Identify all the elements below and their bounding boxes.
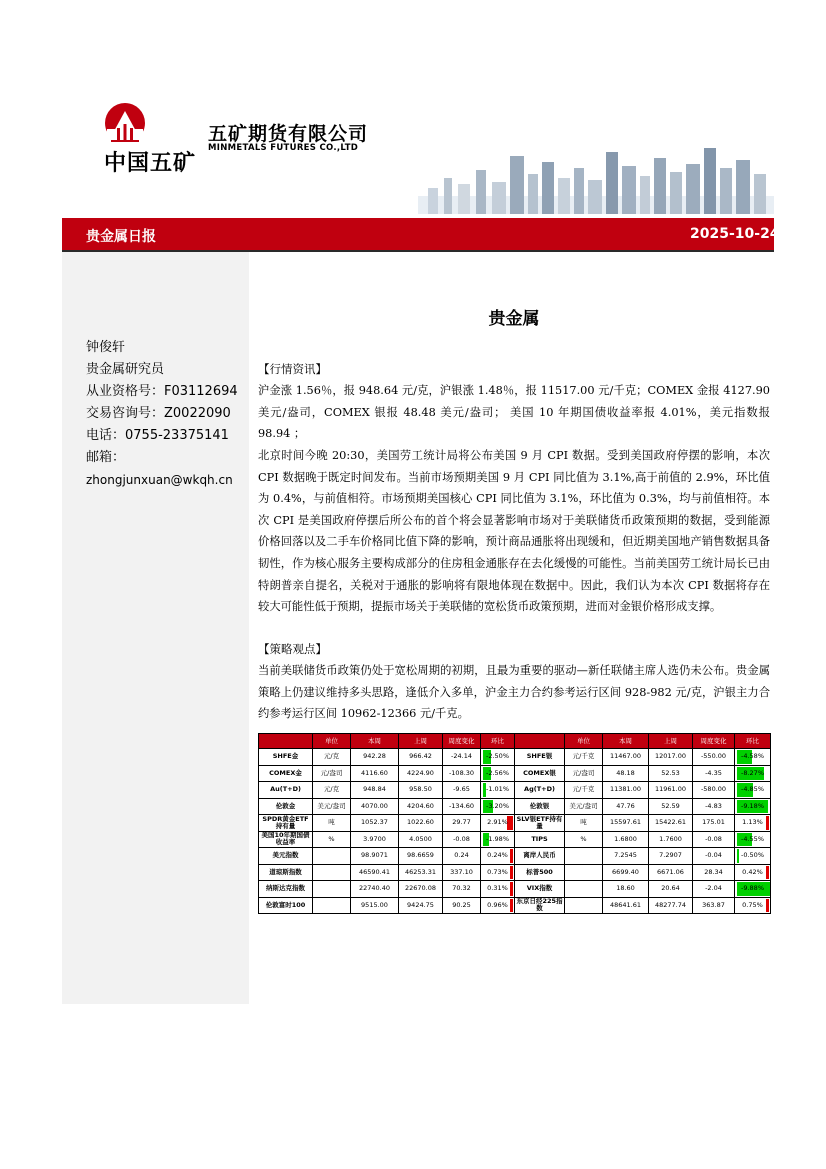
table-row	[259, 848, 771, 865]
positive-change-bar	[507, 816, 513, 830]
last-week-cell: 6671.06	[649, 864, 693, 881]
header-band	[62, 218, 774, 250]
positive-change-bar	[766, 899, 769, 913]
instrument-name-cell: COMEX金	[259, 765, 313, 782]
this-week-cell: 1052.37	[351, 815, 399, 832]
instrument-name-cell: TIPS	[515, 831, 565, 848]
instrument-name-cell: Au(T+D)	[259, 782, 313, 799]
this-week-cell: 11381.00	[603, 782, 649, 799]
change-pct-cell	[735, 848, 771, 865]
instrument-name-cell: 美元指数	[259, 848, 313, 865]
change-pct-cell	[481, 897, 515, 914]
this-week-cell: 6699.40	[603, 864, 649, 881]
analyst-consult-no: 交易咨询号：Z0022090	[86, 406, 231, 421]
instrument-name-cell: SPDR黄金ETF持有量	[259, 815, 313, 832]
table-header-cell: 上周	[399, 734, 443, 749]
instrument-name-cell: 纳斯达克指数	[259, 881, 313, 898]
change-pct-cell	[481, 749, 515, 766]
change-pct-cell	[735, 864, 771, 881]
this-week-cell: 948.84	[351, 782, 399, 799]
last-week-cell: 22670.08	[399, 881, 443, 898]
weekly-change-cell: -108.30	[443, 765, 481, 782]
this-week-cell: 9515.00	[351, 897, 399, 914]
paragraph-cpi-analysis: 北京时间今晚 20:30，美国劳工统计局将公布美国 9 月 CPI 数据。受到美国政府停摆的影响，本次 CPI 数据晚于既定时间发布。当前市场预期美国 9 月 CPI 同比值为 3.1%,高于前值的 2.9%，环比值为 0.4%，与前值相符。市场预期美国核心 CPI 同比值为 3.1%，环比值为 0.3%，均与前值相符。本次 CPI 是美国政府停摆后所公布的首个将会显著影响市场对于美联储货币政策预期的数据，受到能源价格回落以及二手车价格同比值下降的影响，预计商品通胀将出现缓和，但近期美国地产销售数据具备韧性，作为核心服务主要构成部分的住房租金通胀存在去化缓慢的可能性。当前美国劳工统计局长已由特朗普亲自提名，关税对于通胀的影响将有限地体现在数据中。因此，我们认为本次 CPI 数据将存在较大可能性低于预期，提振市场关于美联储的宽松货币政策预期，进而对金银价格形成支撑。	[258, 449, 770, 614]
this-week-cell: 15597.61	[603, 815, 649, 832]
table-row	[259, 815, 771, 832]
instrument-name-cell: SHFE银	[515, 749, 565, 766]
this-week-cell: 22740.40	[351, 881, 399, 898]
weekly-change-cell: 29.77	[443, 815, 481, 832]
table-header-cell	[515, 734, 565, 749]
logo-text: 中国五矿	[104, 151, 197, 176]
company-emblem	[102, 102, 148, 148]
weekly-change-cell: 70.32	[443, 881, 481, 898]
table-row	[259, 897, 771, 914]
this-week-cell: 7.2545	[603, 848, 649, 865]
this-week-cell: 47.76	[603, 798, 649, 815]
report-date: 2025-10-24	[690, 226, 780, 242]
change-pct-cell	[481, 831, 515, 848]
this-week-cell: 4116.60	[351, 765, 399, 782]
paragraph-strategy: 当前美联储货币政策仍处于宽松周期的初期，且最为重要的驱动—新任联储主席人选仍未公布。贵金属策略上仍建议维持多头思路，逢低介入多单，沪金主力合约参考运行区间 928-982 元/克，沪银主力合约参考运行区间 10962-12366 元/千克。	[258, 664, 770, 721]
report-type: 贵金属日报	[86, 229, 156, 245]
this-week-cell: 46590.41	[351, 864, 399, 881]
instrument-name-cell: 伦敦金	[259, 798, 313, 815]
change-pct-cell	[735, 765, 771, 782]
table-header-cell: 单位	[313, 734, 351, 749]
analyst-phone: 电话：0755-23375141	[86, 428, 229, 443]
last-week-cell: 48277.74	[649, 897, 693, 914]
last-week-cell: 11961.00	[649, 782, 693, 799]
change-pct-cell	[481, 848, 515, 865]
instrument-name-cell: SLV银ETF持有量	[515, 815, 565, 832]
change-pct-value: -4.58%	[741, 752, 764, 761]
weekly-change-cell: -0.08	[443, 831, 481, 848]
analyst-qualification: 从业资格号：F03112694	[86, 384, 238, 399]
last-week-cell: 4224.90	[399, 765, 443, 782]
weekly-change-cell: 28.34	[693, 864, 735, 881]
this-week-cell: 3.9700	[351, 831, 399, 848]
section-title-market: 【行情资讯】	[258, 362, 327, 376]
analyst-name: 钟俊轩	[86, 340, 126, 355]
change-pct-value: -3.20%	[486, 801, 509, 810]
table-header-cell: 周度变化	[443, 734, 481, 749]
table-row	[259, 881, 771, 898]
company-name-cn: 五矿期货有限公司	[208, 123, 369, 145]
section-title-strategy: 【策略观点】	[258, 642, 327, 656]
change-pct-value: -9.88%	[741, 884, 764, 893]
unit-cell	[565, 897, 603, 914]
last-week-cell: 52.53	[649, 765, 693, 782]
instrument-name-cell: 伦敦银	[515, 798, 565, 815]
table-row	[259, 782, 771, 799]
unit-cell	[313, 897, 351, 914]
weekly-change-cell: 0.24	[443, 848, 481, 865]
positive-change-bar	[510, 882, 513, 896]
instrument-name-cell: 美国10年期国债收益率	[259, 831, 313, 848]
last-week-cell: 4.0500	[399, 831, 443, 848]
weekly-change-cell: 363.87	[693, 897, 735, 914]
instrument-name-cell: Ag(T+D)	[515, 782, 565, 799]
last-week-cell: 958.50	[399, 782, 443, 799]
change-pct-cell	[481, 864, 515, 881]
city-skyline-banner	[418, 148, 774, 214]
company-name-en: MINMETALS FUTURES CO.,LTD	[208, 143, 359, 153]
instrument-name-cell: 离岸人民币	[515, 848, 565, 865]
last-week-cell: 9424.75	[399, 897, 443, 914]
weekly-change-cell: -4.83	[693, 798, 735, 815]
weekly-change-cell: 90.25	[443, 897, 481, 914]
analyst-email-label: 邮箱：	[86, 450, 126, 465]
change-pct-value: -8.27%	[741, 768, 764, 777]
weekly-change-cell: -0.04	[693, 848, 735, 865]
weekly-change-cell: -4.35	[693, 765, 735, 782]
change-pct-value: 0.42%	[742, 867, 763, 876]
change-pct-value: 1.13%	[742, 818, 763, 827]
change-pct-value: 0.31%	[487, 884, 508, 893]
unit-cell	[565, 881, 603, 898]
unit-cell	[313, 864, 351, 881]
table-header-cell: 环比	[481, 734, 515, 749]
change-pct-value: 0.96%	[487, 900, 508, 909]
this-week-cell: 11467.00	[603, 749, 649, 766]
change-pct-value: 2.91%	[487, 818, 508, 827]
last-week-cell: 12017.00	[649, 749, 693, 766]
weekly-change-cell: -24.14	[443, 749, 481, 766]
unit-cell: %	[313, 831, 351, 848]
change-pct-cell	[481, 881, 515, 898]
change-pct-cell	[735, 881, 771, 898]
last-week-cell: 4204.60	[399, 798, 443, 815]
analyst-email[interactable]: zhongjunxuan@wkqh.cn	[86, 473, 233, 487]
last-week-cell: 98.6659	[399, 848, 443, 865]
this-week-cell: 98.9071	[351, 848, 399, 865]
instrument-name-cell: 东京日经225指数	[516, 897, 563, 913]
last-week-cell: 966.42	[399, 749, 443, 766]
unit-cell: 美元/盎司	[565, 798, 603, 815]
unit-cell	[565, 864, 603, 881]
weekly-change-cell: -134.60	[443, 798, 481, 815]
market-data-table	[258, 733, 771, 914]
change-pct-value: -2.50%	[486, 752, 509, 761]
table-row	[259, 765, 771, 782]
instrument-name-cell: SHFE金	[259, 749, 313, 766]
unit-cell: 元/克	[313, 749, 351, 766]
table-header-cell: 周度变化	[693, 734, 735, 749]
change-pct-cell	[481, 815, 515, 832]
last-week-cell: 52.59	[649, 798, 693, 815]
table-header-cell: 环比	[735, 734, 771, 749]
change-pct-value: 0.75%	[742, 900, 763, 909]
change-pct-cell	[735, 749, 771, 766]
unit-cell: 吨	[565, 815, 603, 832]
last-week-cell: 20.64	[649, 881, 693, 898]
this-week-cell: 48.18	[603, 765, 649, 782]
negative-change-bar	[737, 849, 739, 863]
weekly-change-cell: 337.10	[443, 864, 481, 881]
unit-cell	[313, 848, 351, 865]
change-pct-value: 0.24%	[487, 851, 508, 860]
last-week-cell: 46253.31	[399, 864, 443, 881]
positive-change-bar	[510, 899, 513, 913]
unit-cell	[313, 881, 351, 898]
change-pct-value: -4.55%	[741, 834, 764, 843]
instrument-name-cell: 道琼斯指数	[259, 864, 313, 881]
this-week-cell: 942.28	[351, 749, 399, 766]
this-week-cell: 18.60	[603, 881, 649, 898]
last-week-cell: 15422.61	[649, 815, 693, 832]
this-week-cell: 1.6800	[603, 831, 649, 848]
positive-change-bar	[510, 849, 513, 863]
weekly-change-cell: -580.00	[693, 782, 735, 799]
instrument-name-cell: COMEX银	[515, 765, 565, 782]
change-pct-cell	[481, 798, 515, 815]
instrument-name-cell: 标普500	[515, 864, 565, 881]
weekly-change-cell: -0.08	[693, 831, 735, 848]
table-header-cell: 本周	[351, 734, 399, 749]
last-week-cell: 1.7600	[649, 831, 693, 848]
weekly-change-cell: -2.04	[693, 881, 735, 898]
unit-cell: 美元/盎司	[313, 798, 351, 815]
change-pct-value: 0.73%	[487, 867, 508, 876]
unit-cell: 元/克	[313, 782, 351, 799]
unit-cell: 元/盎司	[313, 765, 351, 782]
positive-change-bar	[766, 866, 769, 880]
table-row	[259, 749, 771, 766]
weekly-change-cell: -9.65	[443, 782, 481, 799]
table-header-cell	[259, 734, 313, 749]
unit-cell: 元/盎司	[565, 765, 603, 782]
table-row	[259, 831, 771, 848]
paragraph-market-prices: 沪金涨 1.56％，报 948.64 元/克，沪银涨 1.48％，报 11517.00 元/千克；COMEX 金报 4127.90 美元/盎司，COMEX 银报 48.48 美元/盎司； 美国 10 年期国债收益率报 4.01%，美元指数报 98.94 ；	[258, 384, 770, 441]
table-header-row	[259, 734, 771, 749]
change-pct-value: -0.50%	[741, 851, 764, 860]
change-pct-cell	[481, 782, 515, 799]
change-pct-value: -4.85%	[741, 785, 764, 794]
table-header-cell: 上周	[649, 734, 693, 749]
unit-cell	[565, 848, 603, 865]
table-header-cell: 单位	[565, 734, 603, 749]
change-pct-value: -1.98%	[486, 834, 509, 843]
weekly-change-cell: 175.01	[693, 815, 735, 832]
change-pct-cell	[735, 815, 771, 832]
unit-cell: 元/千克	[565, 782, 603, 799]
table-row	[259, 798, 771, 815]
instrument-name-cell: VIX指数	[515, 881, 565, 898]
change-pct-value: -2.56%	[486, 768, 509, 777]
weekly-change-cell: -550.00	[693, 749, 735, 766]
last-week-cell: 7.2907	[649, 848, 693, 865]
instrument-name-cell: 伦敦富时100	[259, 897, 313, 914]
change-pct-value: -9.18%	[741, 801, 764, 810]
last-week-cell: 1022.60	[399, 815, 443, 832]
positive-change-bar	[766, 816, 769, 830]
unit-cell: 元/千克	[565, 749, 603, 766]
table-row	[259, 864, 771, 881]
analyst-role: 贵金属研究员	[86, 362, 165, 377]
change-pct-cell	[735, 831, 771, 848]
change-pct-cell	[735, 897, 771, 914]
positive-change-bar	[510, 866, 513, 880]
page-title: 贵金属	[488, 309, 540, 329]
unit-cell: 吨	[313, 815, 351, 832]
unit-cell: %	[565, 831, 603, 848]
this-week-cell: 4070.00	[351, 798, 399, 815]
change-pct-cell	[481, 765, 515, 782]
change-pct-cell	[735, 782, 771, 799]
this-week-cell: 48641.61	[603, 897, 649, 914]
change-pct-value: -1.01%	[486, 785, 509, 794]
table-header-cell: 本周	[603, 734, 649, 749]
change-pct-cell	[735, 798, 771, 815]
